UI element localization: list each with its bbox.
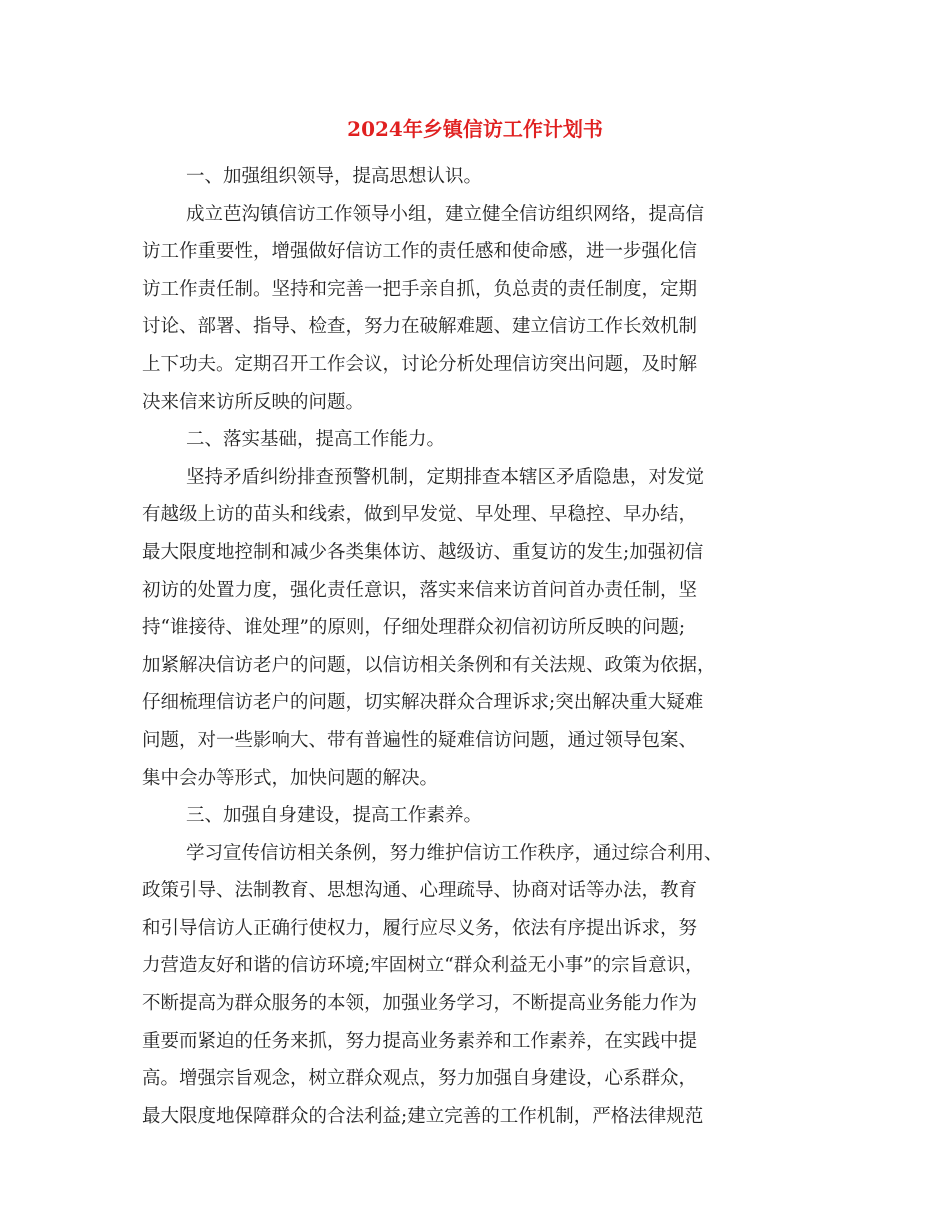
text-line: 决来信来访所反映的问题。	[142, 391, 365, 413]
text-line: 访工作重要性，增强做好信访工作的责任感和使命感，进一步强化信	[142, 241, 698, 263]
text-line: 学习宣传信访相关条例，努力维护信访工作秩序，通过综合利用、	[186, 842, 723, 864]
text-line: 三、加强自身建设，提高工作素养。	[186, 805, 483, 827]
text-line: 有越级上访的苗头和线索，做到早发觉、早处理、早稳控、早办结，	[142, 504, 698, 526]
text-line: 最大限度地控制和减少各类集体访、越级访、重复访的发生;加强初信	[142, 541, 704, 563]
text-line: 力营造友好和谐的信访环境;牢固树立“群众利益无小事”的宗旨意识，	[142, 955, 704, 977]
text-line: 成立芭沟镇信访工作领导小组，建立健全信访组织网络，提高信	[186, 203, 705, 225]
text-line: 和引导信访人正确行使权力，履行应尽义务，依法有序提出诉求，努	[142, 917, 698, 939]
text-line: 仔细梳理信访老户的问题，切实解决群众合理诉求;突出解决重大疑难	[142, 692, 704, 714]
text-line: 最大限度地保障群众的合法利益;建立完善的工作机制，严格法律规范	[142, 1105, 704, 1127]
text-line: 加紧解决信访老户的问题，以信访相关条例和有关法规、政策为依据，	[142, 654, 716, 676]
text-line: 上下功夫。定期召开工作会议，讨论分析处理信访突出问题，及时解	[142, 353, 698, 375]
text-line: 二、落实基础，提高工作能力。	[186, 429, 446, 451]
document-title: 2024年乡镇信访工作计划书	[347, 117, 603, 141]
text-line: 持“谁接待、谁处理”的原则，仔细处理群众初信初访所反映的问题;	[142, 617, 686, 639]
text-line: 一、加强组织领导，提高思想认识。	[186, 166, 483, 187]
text-line: 问题，对一些影响大、带有普遍性的疑难信访问题，通过领导包案、	[142, 729, 698, 751]
text-line: 坚持矛盾纠纷排查预警机制，定期排查本辖区矛盾隐患，对发觉	[186, 466, 705, 488]
text-line: 重要而紧迫的任务来抓，努力提高业务素养和工作素养，在实践中提	[142, 1030, 698, 1052]
text-line: 初访的处置力度，强化责任意识，落实来信来访首问首办责任制，坚	[142, 579, 698, 601]
text-line: 不断提高为群众服务的本领，加强业务学习，不断提高业务能力作为	[142, 993, 698, 1015]
text-line: 政策引导、法制教育、思想沟通、心理疏导、协商对话等办法，教育	[142, 880, 698, 902]
text-line: 讨论、部署、指导、检查，努力在破解难题、建立信访工作长效机制	[142, 316, 698, 338]
text-line: 集中会办等形式，加快问题的解决。	[142, 767, 439, 789]
document-body	[142, 158, 814, 1135]
text-line: 访工作责任制。坚持和完善一把手亲自抓，负总责的责任制度，定期	[142, 278, 698, 300]
text-line: 高。增强宗旨观念，树立群众观点，努力加强自身建设，心系群众，	[142, 1068, 698, 1090]
